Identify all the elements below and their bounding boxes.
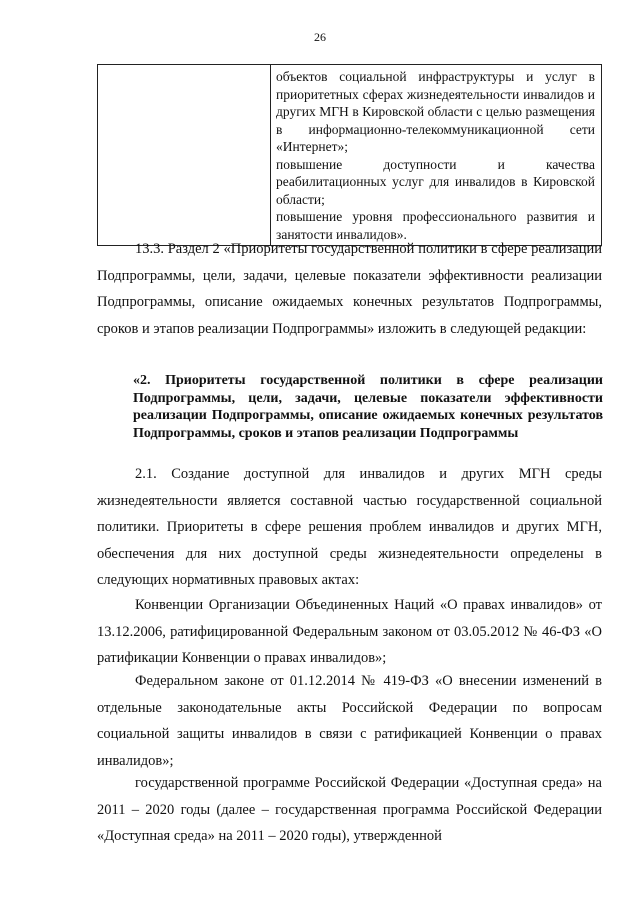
table-cell-text bbox=[271, 65, 602, 246]
page-number: 26 bbox=[314, 30, 326, 44]
paragraph-2-1 bbox=[97, 461, 602, 594]
table-cell-line: повышение доступности и качества реабилитационных услуг для инвалидов в Кировской области; bbox=[276, 156, 595, 207]
paragraph-13-3 bbox=[97, 236, 602, 342]
table-cell-empty bbox=[98, 65, 271, 246]
section-heading-text: «2. Приоритеты государственной политики в сфере реализации Подпрограммы, цели, задачи, целевые показатели эффективности реализации Подпрограммы, описание ожидаемых конечных результатов Подпрограммы, сроков и этапов реализации Подпрограммы bbox=[133, 373, 603, 441]
paragraph-text: Федеральном законе от 01.12.2014 № 419-ФЗ «О внесении изменений в отдельные законодательные акты Российской Федерации по вопросам социальной защиты инвалидов в связи с ратификацией Конвенции о правах инвалидов»; bbox=[97, 673, 602, 769]
table-cell-line: повышение уровня профессионального развития и занятости инвалидов». bbox=[276, 209, 595, 242]
table-cell-line: объектов социальной инфраструктуры и услуг в приоритетных сферах жизнедеятельности инвалидов и других МГН в Кировской области с целью размещения в информационно-телекоммуникационной сети «Интернет»; bbox=[276, 69, 595, 154]
paragraph-text: 2.1. Создание доступной для инвалидов и других МГН среды жизнедеятельности является составной частью государственной социальной политики. Приоритеты в сфере решения проблем инвалидов и других МГН, обеспечения для них доступной среды жизнедеятельности определены в следующих нормативных правовых актах: bbox=[97, 466, 602, 588]
paragraph-text: государственной программе Российской Федерации «Доступная среда» на 2011 – 2020 годы (далее – государственная программа Российской Федерации «Доступная среда» на 2011 – 2020 годы), утвержденной bbox=[97, 775, 602, 844]
paragraph-federal-law bbox=[97, 668, 602, 774]
continuation-table bbox=[97, 64, 602, 246]
paragraph-state-program bbox=[97, 770, 602, 850]
paragraph-text: 13.3. Раздел 2 «Приоритеты государственной политики в сфере реализации Подпрограммы, цели, задачи, целевые показатели эффективности реализации Подпрограммы, описание ожидаемых конечных результатов Подпрограммы, сроков и этапов реализации Подпрограммы» изложить в следующей редакции: bbox=[97, 241, 602, 337]
paragraph-text: Конвенции Организации Объединенных Наций «О правах инвалидов» от 13.12.2006, ратифицированной Федеральным законом от 03.05.2012 № 46-ФЗ «О ратификации Конвенции о правах инвалидов»; bbox=[97, 597, 602, 666]
paragraph-convention bbox=[97, 592, 602, 672]
section-heading bbox=[133, 372, 603, 442]
table-row bbox=[98, 65, 602, 246]
